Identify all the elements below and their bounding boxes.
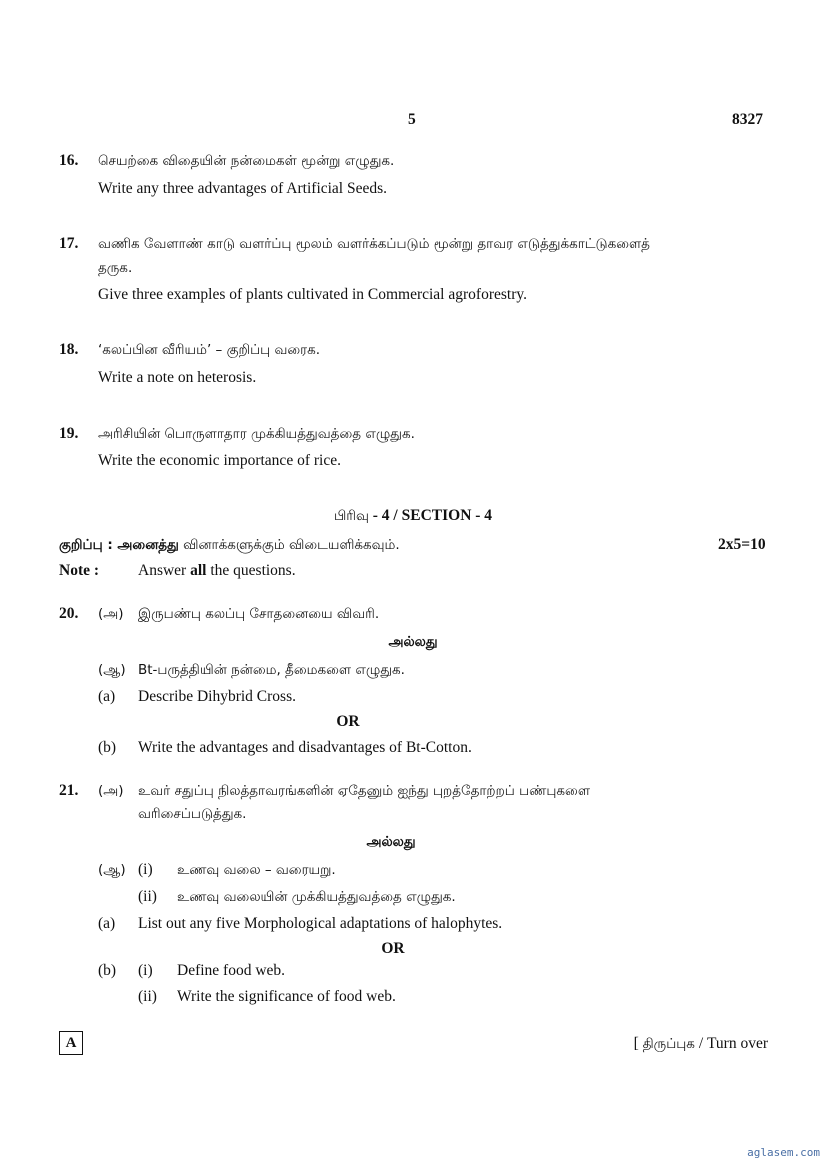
note-english-label: Note : — [59, 562, 100, 579]
question-number: 16. — [59, 152, 79, 169]
section-heading-english: - 4 / SECTION - 4 — [368, 507, 493, 524]
option-label: (a) — [98, 915, 116, 932]
question-text-english: Write any three advantages of Artificial Seeds. — [98, 180, 388, 197]
option-label: (a) — [98, 688, 116, 705]
note-english-text — [138, 562, 296, 580]
sub-option-label: (i) — [138, 962, 153, 979]
sub-option-text-tamil: உணவு வலையின் முக்கியத்துவத்தை எழுதுக. — [177, 889, 456, 905]
paper-code: 8327 — [732, 111, 763, 128]
note-english-bold: all — [190, 562, 207, 579]
question-number: 21. — [59, 782, 79, 799]
question-text-tamil: அரிசியின் பொருளாதார முக்கியத்துவத்தை எழுதுக. — [98, 426, 415, 442]
sub-option-label: (ii) — [138, 888, 157, 905]
turn-over — [634, 1035, 768, 1054]
note-tamil-label: குறிப்பு : அனைத்து — [59, 537, 179, 553]
option-text-tamil: Bt-பருத்தியின் நன்மை, தீமைகளை எழுதுக. — [138, 662, 405, 678]
option-text-tamil: இருபண்பு கலப்பு சோதனையை விவரி. — [138, 606, 380, 622]
or-tamil: அல்லது — [366, 834, 416, 850]
sub-option-label: (i) — [138, 861, 153, 878]
question-text-english: Give three examples of plants cultivated in Commercial agroforestry. — [98, 286, 527, 303]
version-box: A — [59, 1031, 83, 1055]
option-text-tamil: உவர் சதுப்பு நிலத்தாவரங்களின் ஏதேனும் ஐந்து புறத்தோற்றப் பண்புகளை — [138, 783, 590, 799]
question-text-tamil: செயற்கை விதையின் நன்மைகள் மூன்று எழுதுக. — [98, 153, 395, 169]
turn-over-english: / Turn over — [694, 1035, 768, 1052]
question-number: 18. — [59, 341, 79, 358]
option-label: (b) — [98, 962, 117, 979]
option-label: (b) — [98, 739, 117, 756]
section-marks: 2x5=10 — [718, 536, 766, 553]
option-text-english: List out any five Morphological adaptations of halophytes. — [138, 915, 503, 932]
question-text-tamil: ‘கலப்பின வீரியம்’ – குறிப்பு வரைக. — [98, 342, 321, 358]
section-heading-tamil: பிரிவு — [333, 508, 369, 524]
option-label: (அ) — [98, 606, 124, 622]
sub-option-text-tamil: உணவு வலை – வரையறு. — [177, 862, 336, 878]
sub-option-text-english: Write the significance of food web. — [177, 988, 396, 1005]
page-number: 5 — [408, 111, 416, 128]
section-heading — [0, 507, 826, 526]
option-label: (ஆ) — [98, 862, 126, 878]
option-text-english: Write the advantages and disadvantages of Bt-Cotton. — [138, 739, 472, 756]
turn-over-bracket: [ — [633, 1035, 643, 1052]
option-text-tamil-cont: வரிசைப்படுத்துக. — [138, 806, 247, 822]
question-text-english: Write the economic importance of rice. — [98, 452, 341, 469]
note-tamil-text: வினாக்களுக்கும் விடையளிக்கவும். — [178, 537, 400, 553]
option-label: (அ) — [98, 783, 124, 799]
sub-option-label: (ii) — [138, 988, 157, 1005]
or-english: OR — [336, 713, 360, 730]
question-number: 17. — [59, 235, 79, 252]
note-english-pre: Answer — [138, 562, 191, 579]
question-number: 20. — [59, 605, 79, 622]
note-english-post: the questions. — [206, 562, 296, 579]
note-tamil — [59, 536, 400, 555]
option-label: (ஆ) — [98, 662, 126, 678]
or-english: OR — [381, 940, 405, 957]
question-text-english: Write a note on heterosis. — [98, 369, 257, 386]
or-tamil: அல்லது — [388, 634, 438, 650]
question-number: 19. — [59, 425, 79, 442]
option-text-english: Describe Dihybrid Cross. — [138, 688, 296, 705]
question-text-tamil: வணிக வேளாண் காடு வளர்ப்பு மூலம் வளர்க்கப்படும் மூன்று தாவர எடுத்துக்காட்டுகளைத் — [98, 236, 650, 252]
watermark-url: aglasem.com — [747, 1146, 820, 1159]
sub-option-text-english: Define food web. — [177, 962, 286, 979]
question-text-tamil-cont: தருக. — [98, 260, 133, 276]
turn-over-tamil: திருப்புக — [642, 1036, 695, 1052]
